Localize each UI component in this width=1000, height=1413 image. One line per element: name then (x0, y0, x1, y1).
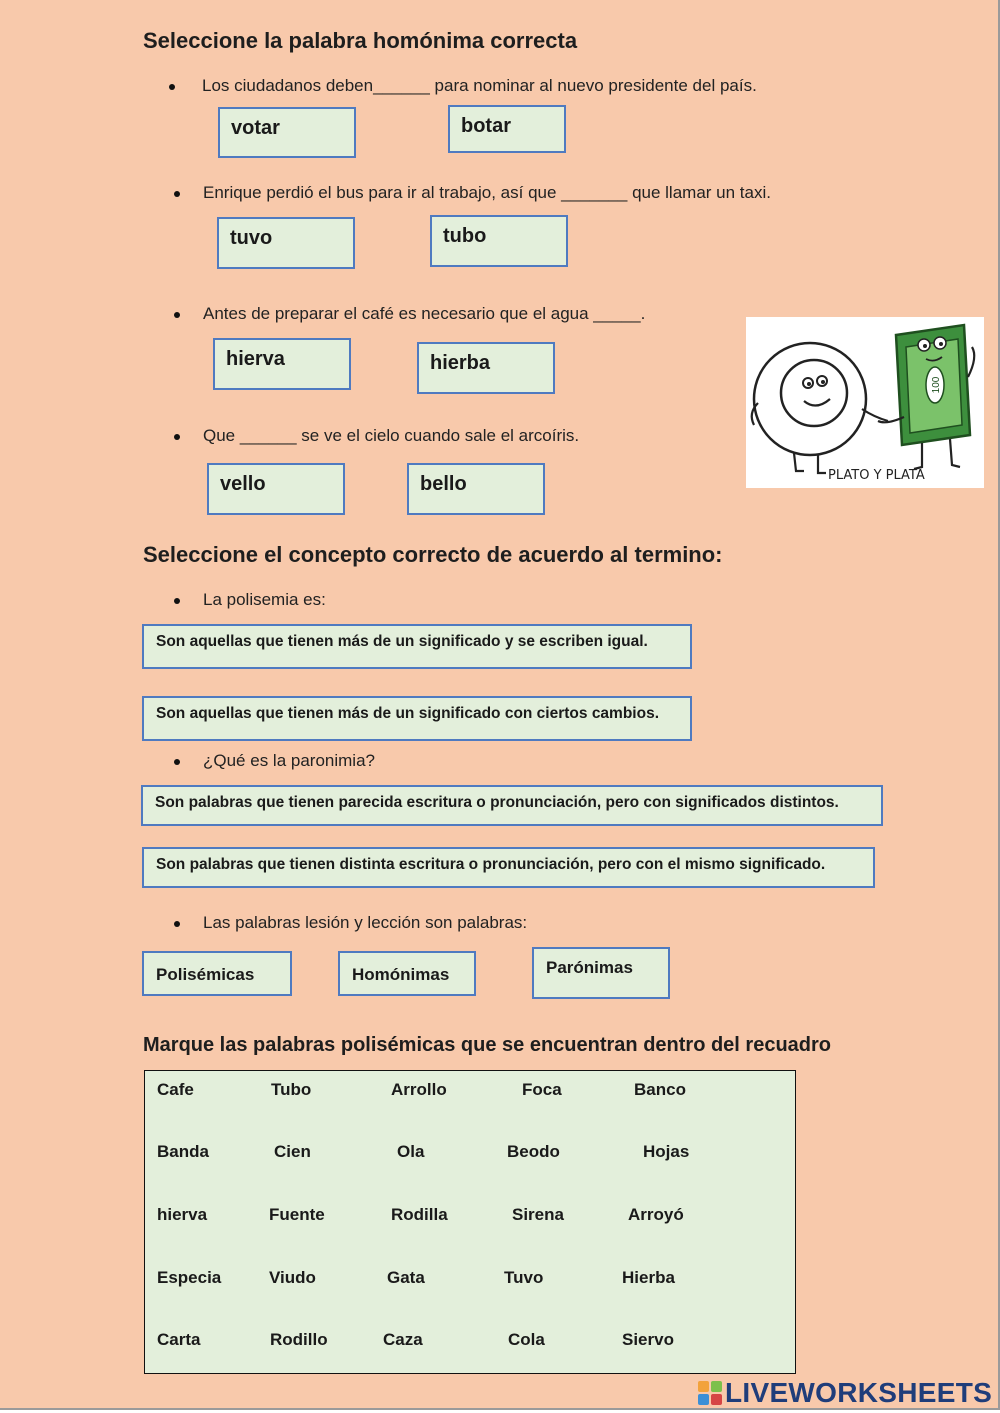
word-arroyo[interactable]: Arroyó (628, 1205, 684, 1224)
word-gata[interactable]: Gata (387, 1268, 425, 1287)
option-vello[interactable]: vello (207, 463, 345, 515)
word-cafe[interactable]: Cafe (157, 1080, 194, 1099)
question-lesion-leccion: Las palabras lesión y lección son palabras: (203, 913, 528, 932)
option-paronimia-1[interactable]: Son palabras que tienen parecida escritura o pronunciación, pero con significados distintos. (141, 785, 883, 826)
option-paronimas[interactable]: Parónimas (532, 947, 670, 999)
brand-text: LIVEWORKSHEETS (725, 1377, 993, 1408)
banknote-label: 100 (931, 376, 942, 394)
liveworksheets-icon (698, 1381, 722, 1405)
image-caption: PLATO Y PLATA (828, 468, 925, 483)
liveworksheets-logo (698, 1378, 992, 1408)
option-polisemia-1[interactable]: Son aquellas que tienen más de un significado y se escriben igual. (142, 624, 692, 669)
bullet-icon (174, 759, 180, 765)
option-hierba[interactable]: hierba (417, 342, 555, 394)
bullet-icon (174, 191, 180, 197)
option-tubo[interactable]: tubo (430, 215, 568, 267)
word-hierba[interactable]: Hierba (622, 1268, 675, 1287)
question-3: Antes de preparar el café es necesario que el agua _____. (203, 304, 646, 323)
word-viudo[interactable]: Viudo (269, 1268, 316, 1287)
word-beodo[interactable]: Beodo (507, 1142, 560, 1161)
option-votar[interactable]: votar (218, 107, 356, 158)
question-2: Enrique perdió el bus para ir al trabajo, así que _______ que llamar un taxi. (203, 183, 771, 202)
section1-title: Seleccione la palabra homónima correcta (143, 28, 578, 53)
word-caza[interactable]: Caza (383, 1330, 423, 1349)
word-cola[interactable]: Cola (508, 1330, 545, 1349)
bullet-icon (174, 434, 180, 440)
option-tuvo[interactable]: tuvo (217, 217, 355, 269)
option-polisemia-2[interactable]: Son aquellas que tienen más de un significado con ciertos cambios. (142, 696, 692, 741)
word-hojas[interactable]: Hojas (643, 1142, 690, 1161)
option-polisemicas[interactable]: Polisémicas (142, 951, 292, 996)
option-hierva[interactable]: hierva (213, 338, 351, 390)
word-especia[interactable]: Especia (157, 1268, 222, 1287)
word-carta[interactable]: Carta (157, 1330, 201, 1349)
word-tubo[interactable]: Tubo (271, 1080, 312, 1099)
option-bello[interactable]: bello (407, 463, 545, 515)
bullet-icon (169, 84, 175, 90)
option-botar[interactable]: botar (448, 105, 566, 153)
word-grid (144, 1070, 796, 1374)
word-arrollo[interactable]: Arrollo (391, 1080, 447, 1099)
word-foca[interactable]: Foca (522, 1080, 562, 1099)
bullet-icon (174, 312, 180, 318)
question-4: Que ______ se ve el cielo cuando sale el arcoíris. (203, 426, 580, 445)
question-paronimia: ¿Qué es la paronimia? (203, 751, 375, 770)
word-rodillo[interactable]: Rodillo (270, 1330, 328, 1349)
question-1: Los ciudadanos deben______ para nominar al nuevo presidente del país. (202, 76, 757, 95)
section2-title: Seleccione el concepto correcto de acuerdo al termino: (143, 542, 723, 567)
plato-y-plata-illustration (746, 317, 984, 488)
word-banda[interactable]: Banda (157, 1142, 209, 1161)
bullet-icon (174, 921, 180, 927)
option-paronimia-2[interactable]: Son palabras que tienen distinta escritura o pronunciación, pero con el mismo significado. (142, 847, 875, 888)
word-ola[interactable]: Ola (397, 1142, 425, 1161)
word-siervo[interactable]: Siervo (622, 1330, 674, 1349)
option-homonimas[interactable]: Homónimas (338, 951, 476, 996)
bullet-icon (174, 598, 180, 604)
word-fuente[interactable]: Fuente (269, 1205, 325, 1224)
word-banco[interactable]: Banco (634, 1080, 686, 1099)
question-polisemia: La polisemia es: (203, 590, 326, 609)
word-tuvo[interactable]: Tuvo (504, 1268, 544, 1287)
word-sirena[interactable]: Sirena (512, 1205, 564, 1224)
word-cien[interactable]: Cien (274, 1142, 311, 1161)
section3-title: Marque las palabras polisémicas que se encuentran dentro del recuadro (143, 1034, 832, 1056)
word-hierva[interactable]: hierva (157, 1205, 208, 1224)
word-rodilla[interactable]: Rodilla (391, 1205, 448, 1224)
